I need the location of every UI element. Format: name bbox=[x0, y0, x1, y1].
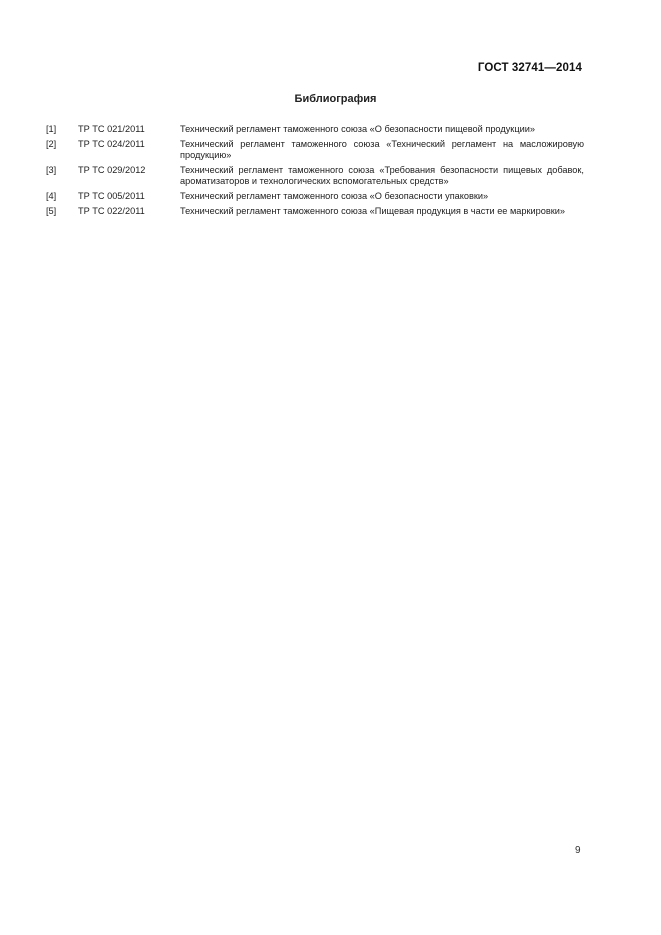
entry-code: ТР ТС 024/2011 bbox=[78, 139, 145, 149]
section-title: Библиография bbox=[294, 93, 377, 105]
page-number: 9 bbox=[575, 845, 581, 856]
bibliography-entry bbox=[46, 206, 584, 217]
entry-text: Технический регламент таможенного союза «Требования безопасности пищевых добавок, ароматизаторов и технологических вспомогательных средств» bbox=[180, 165, 584, 186]
entry-text: Технический регламент таможенного союза «О безопасности упаковки» bbox=[180, 191, 489, 201]
entry-number: [3] bbox=[46, 165, 57, 175]
entry-code: ТР ТС 021/2011 bbox=[78, 124, 145, 134]
entry-code: ТР ТС 029/2012 bbox=[78, 165, 146, 175]
entry-code: ТР ТС 022/2011 bbox=[78, 206, 145, 216]
entry-number: [4] bbox=[46, 191, 57, 201]
entry-number: [2] bbox=[46, 139, 57, 149]
bibliography-entry bbox=[46, 165, 584, 187]
bibliography-list bbox=[46, 124, 584, 221]
document-code: ГОСТ 32741—2014 bbox=[477, 62, 582, 74]
bibliography-entry bbox=[46, 139, 584, 161]
bibliography-entry bbox=[46, 191, 584, 202]
entry-code: ТР ТС 005/2011 bbox=[78, 191, 145, 201]
bibliography-entry bbox=[46, 124, 584, 135]
entry-number: [5] bbox=[46, 206, 57, 216]
entry-text: Технический регламент таможенного союза «О безопасности пищевой продукции» bbox=[180, 124, 535, 134]
entry-number: [1] bbox=[46, 124, 57, 134]
entry-text: Технический регламент таможенного союза «Технический регламент на масложировую продукцию» bbox=[180, 139, 584, 160]
entry-text: Технический регламент таможенного союза «Пищевая продукция в части ее маркировки» bbox=[180, 206, 566, 216]
